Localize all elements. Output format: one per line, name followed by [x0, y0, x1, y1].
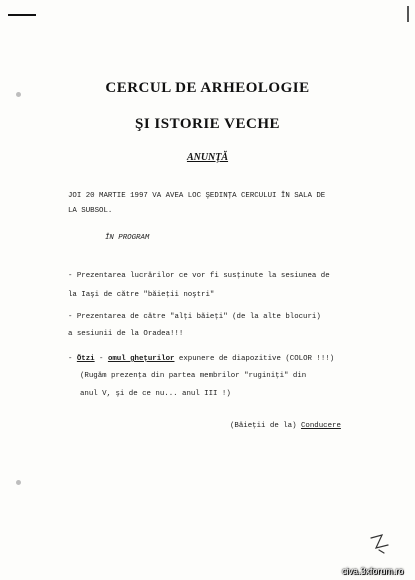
item3-separator: - [94, 355, 108, 363]
item3-note-line-2: anul V, şi de ce nu... anul III !) [80, 390, 231, 398]
corner-dash-mark [8, 14, 36, 16]
signature-prefix: (Băieţii de la) [230, 422, 301, 430]
item2-line-2: a sesiunii de la Oradea!!! [68, 330, 184, 338]
intro-line-2: LA SUBSOL. [68, 207, 113, 215]
item3-note-line-1: (Rugăm prezenţa din partea membrilor "ruginiţi" din [80, 372, 307, 380]
item3-rest: expunere de diapozitive (COLOR !!!) [174, 355, 335, 363]
item1-line-1: - Prezentarea lucrărilor ce vor fi susţinute la sesiunea de [68, 272, 330, 280]
title-line-1: CERCUL DE ARHEOLOGIE [105, 80, 310, 96]
signature-name: Conducere [300, 422, 341, 430]
watermark-text: civa.3xforum.ro [342, 566, 404, 576]
item3-subtitle: omul gheţurilor [107, 355, 175, 363]
program-heading: ÎN PROGRAM [105, 234, 150, 242]
item3-name: Ötzi [76, 355, 95, 363]
announcement-heading: ANUNŢĂ [186, 152, 229, 163]
item3-dash: - [68, 355, 77, 363]
item2-line-1: - Prezentarea de către "alţi băieţi" (de la alte blocuri) [68, 313, 321, 321]
handwritten-mark-icon [368, 530, 394, 556]
signature-line [230, 422, 341, 430]
intro-line-1: JOI 20 MARTIE 1997 VA AVEA LOC ŞEDINŢA CERCULUI ÎN SALA DE [68, 192, 326, 200]
title-line-2: ŞI ISTORIE VECHE [134, 116, 280, 132]
item1-line-2: la Iaşi de către "băieţii noştri" [68, 291, 215, 299]
corner-tick-mark [407, 6, 409, 22]
item3-line-1 [68, 355, 334, 363]
punch-hole-bottom [16, 480, 21, 485]
